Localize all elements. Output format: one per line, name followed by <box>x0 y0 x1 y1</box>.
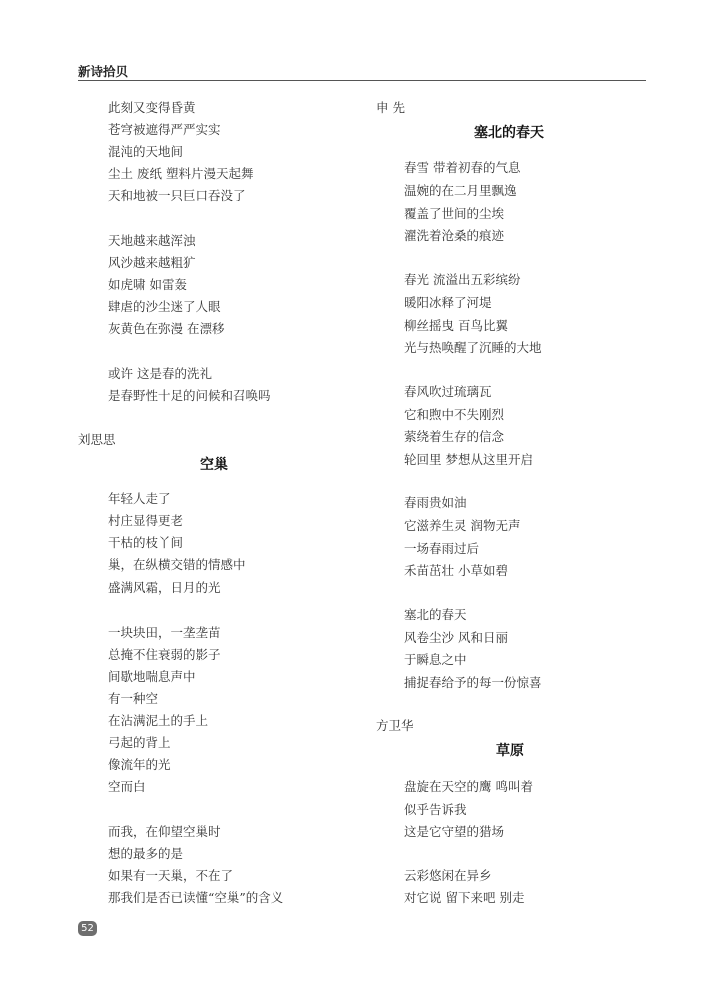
poem-line: 它滋养生灵 润物无声 <box>404 518 521 533</box>
poem-line: 春雪 带着初春的气息 <box>404 160 521 175</box>
poem-line: 春光 流溢出五彩缤纷 <box>404 272 521 287</box>
poem-line: 空而白 <box>108 779 146 794</box>
poem-title: 塞北的春天 <box>474 125 544 141</box>
poem-line: 光与热唤醒了沉睡的大地 <box>404 340 542 355</box>
poem-line: 总掩不住衰弱的影子 <box>108 647 221 662</box>
poem-line: 濯洗着沧桑的痕迹 <box>404 228 505 243</box>
poem-line: 盛满风霜，日月的光 <box>108 580 221 595</box>
poem-line: 天和地被一只巨口吞没了 <box>108 188 246 203</box>
poem-line: 风沙越来越粗犷 <box>108 255 196 270</box>
poem-title: 空巢 <box>200 457 228 473</box>
poem-line: 春风吹过琉璃瓦 <box>404 384 492 399</box>
poem-line: 村庄显得更老 <box>108 513 184 528</box>
poem-line: 混沌的天地间 <box>108 144 184 159</box>
poem-line: 那我们是否已读懂“空巢”的含义 <box>108 890 284 905</box>
poem-line: 柳丝摇曳 百鸟比翼 <box>404 318 508 333</box>
poem-line: 塞北的春天 <box>404 607 467 622</box>
poem-line: 捕捉春给予的每一份惊喜 <box>404 675 542 690</box>
poem-line: 一场春雨过后 <box>404 541 480 556</box>
poem-line: 或许 这是春的洗礼 <box>108 366 212 381</box>
poem-line: 似乎告诉我 <box>404 802 467 817</box>
poem-line: 它和煦中不失刚烈 <box>404 407 505 422</box>
poem-title: 草原 <box>496 743 524 759</box>
poem-line: 是春野性十足的问候和召唤吗 <box>108 388 271 403</box>
poem-line: 暖阳冰释了河堤 <box>404 295 492 310</box>
poem-line: 云彩悠闲在异乡 <box>404 868 492 883</box>
poem-line: 温婉的在二月里飘逸 <box>404 183 517 198</box>
poem-line: 于瞬息之中 <box>404 652 467 667</box>
poem-line: 间歇地喘息声中 <box>108 669 196 684</box>
poem-line: 这是它守望的猎场 <box>404 824 505 839</box>
poem-line: 对它说 留下来吧 别走 <box>404 890 525 905</box>
section-title: 新诗拾贝 <box>78 64 129 79</box>
poem-line: 有一种空 <box>108 691 159 706</box>
poem-line: 灰黄色在弥漫 在漂移 <box>108 321 225 336</box>
poem-author: 刘思思 <box>78 432 116 447</box>
poem-line: 巢，在纵横交错的情感中 <box>108 557 246 572</box>
poem-line: 而我，在仰望空巢时 <box>108 824 221 839</box>
poem-line: 肆虐的沙尘迷了人眼 <box>108 299 221 314</box>
poem-line: 盘旋在天空的鹰 鸣叫着 <box>404 779 533 794</box>
poem-line: 干枯的枝丫间 <box>108 535 184 550</box>
poem-line: 一块块田，一垄垄苗 <box>108 625 221 640</box>
poem-author: 申 先 <box>376 100 405 115</box>
poem-line: 风卷尘沙 风和日丽 <box>404 630 508 645</box>
poem-line: 轮回里 梦想从这里开启 <box>404 452 533 467</box>
poem-line: 覆盖了世间的尘埃 <box>404 206 505 221</box>
poem-line: 禾苗茁壮 小草如碧 <box>404 563 508 578</box>
poem-line: 如虎啸 如雷轰 <box>108 277 187 292</box>
poem-line: 春雨贵如油 <box>404 495 467 510</box>
poem-line: 苍穹被遮得严严实实 <box>108 122 221 137</box>
poem-line: 在沾满泥土的手上 <box>108 713 209 728</box>
poem-line: 尘土 废纸 塑料片漫天起舞 <box>108 166 254 181</box>
poem-line: 想的最多的是 <box>108 846 184 861</box>
poem-line: 如果有一天巢，不在了 <box>108 868 234 883</box>
header-divider <box>78 80 646 81</box>
poem-line: 此刻又变得昏黄 <box>108 100 196 115</box>
poem-line: 年轻人走了 <box>108 491 171 506</box>
poem-line: 天地越来越浑浊 <box>108 233 196 248</box>
poem-line: 像流年的光 <box>108 757 171 772</box>
poem-line: 萦绕着生存的信念 <box>404 429 505 444</box>
poem-line: 弓起的背上 <box>108 735 171 750</box>
poem-author: 方卫华 <box>376 718 414 733</box>
page-number-badge: 52 <box>78 921 97 936</box>
